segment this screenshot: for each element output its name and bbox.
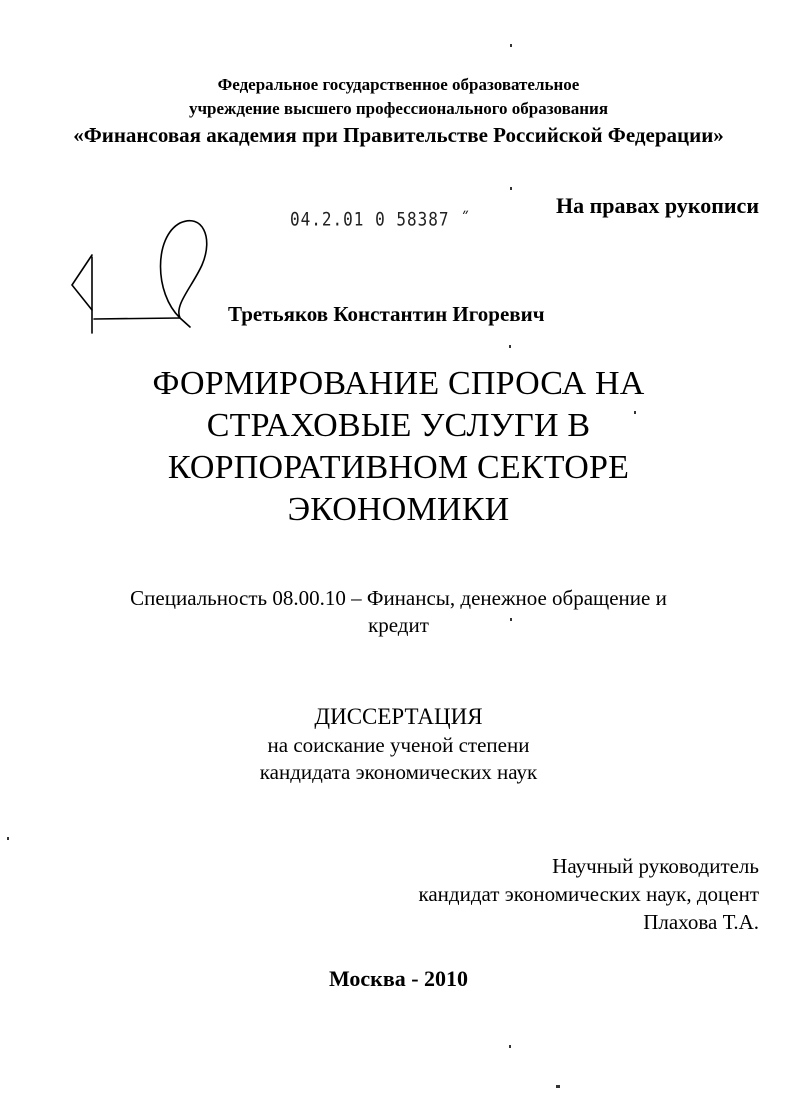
supervisor-role: Научный руководитель bbox=[552, 854, 759, 878]
supervisor-name: Плахова Т.А. bbox=[643, 910, 759, 934]
author-name: Третьяков Константин Игоревич bbox=[228, 302, 545, 326]
institution-line-3: «Финансовая академия при Правительстве Российской Федерации» bbox=[73, 123, 724, 147]
specialty bbox=[0, 585, 797, 639]
scan-speck bbox=[509, 345, 511, 348]
scan-speck bbox=[634, 411, 636, 414]
institution-line-1: Федеральное государственное образовательное bbox=[217, 75, 580, 94]
city-and-year: Москва - 2010 bbox=[328, 966, 469, 991]
scientific-supervisor bbox=[418, 852, 759, 936]
dissertation-title bbox=[0, 363, 797, 531]
scan-speck bbox=[7, 837, 9, 840]
institution-header bbox=[0, 73, 797, 147]
scan-speck bbox=[556, 1085, 560, 1088]
supervisor-degree: кандидат экономических наук, доцент bbox=[418, 882, 759, 906]
title-line-3: КОРПОРАТИВНОМ СЕКТОРЕ bbox=[167, 449, 630, 486]
handwritten-signature bbox=[62, 215, 232, 345]
thesis-line-1: на соискание ученой степени bbox=[267, 733, 530, 757]
specialty-line-2: кредит bbox=[368, 613, 429, 637]
thesis-heading: ДИССЕРТАЦИЯ bbox=[314, 704, 483, 729]
institution-line-2: учреждение высшего профессионального образования bbox=[188, 99, 609, 118]
title-line-2: СТРАХОВЫЕ УСЛУГИ В bbox=[206, 407, 591, 444]
scan-speck bbox=[510, 618, 512, 621]
title-line-4: ЭКОНОМИКИ bbox=[287, 491, 510, 528]
scan-speck bbox=[509, 1045, 511, 1048]
thesis-line-2: кандидата экономических наук bbox=[259, 760, 538, 784]
scan-speck bbox=[510, 187, 512, 190]
manuscript-rights-note: На правах рукописи bbox=[555, 193, 759, 218]
title-line-1: ФОРМИРОВАНИЕ СПРОСА НА bbox=[152, 365, 645, 402]
specialty-line-1: Специальность 08.00.10 – Финансы, денежное обращение и bbox=[130, 586, 667, 610]
registration-stamp: 04.2.01 0 58387 ˝ bbox=[290, 208, 471, 230]
scan-speck bbox=[510, 44, 512, 47]
thesis-degree-block bbox=[0, 703, 797, 786]
